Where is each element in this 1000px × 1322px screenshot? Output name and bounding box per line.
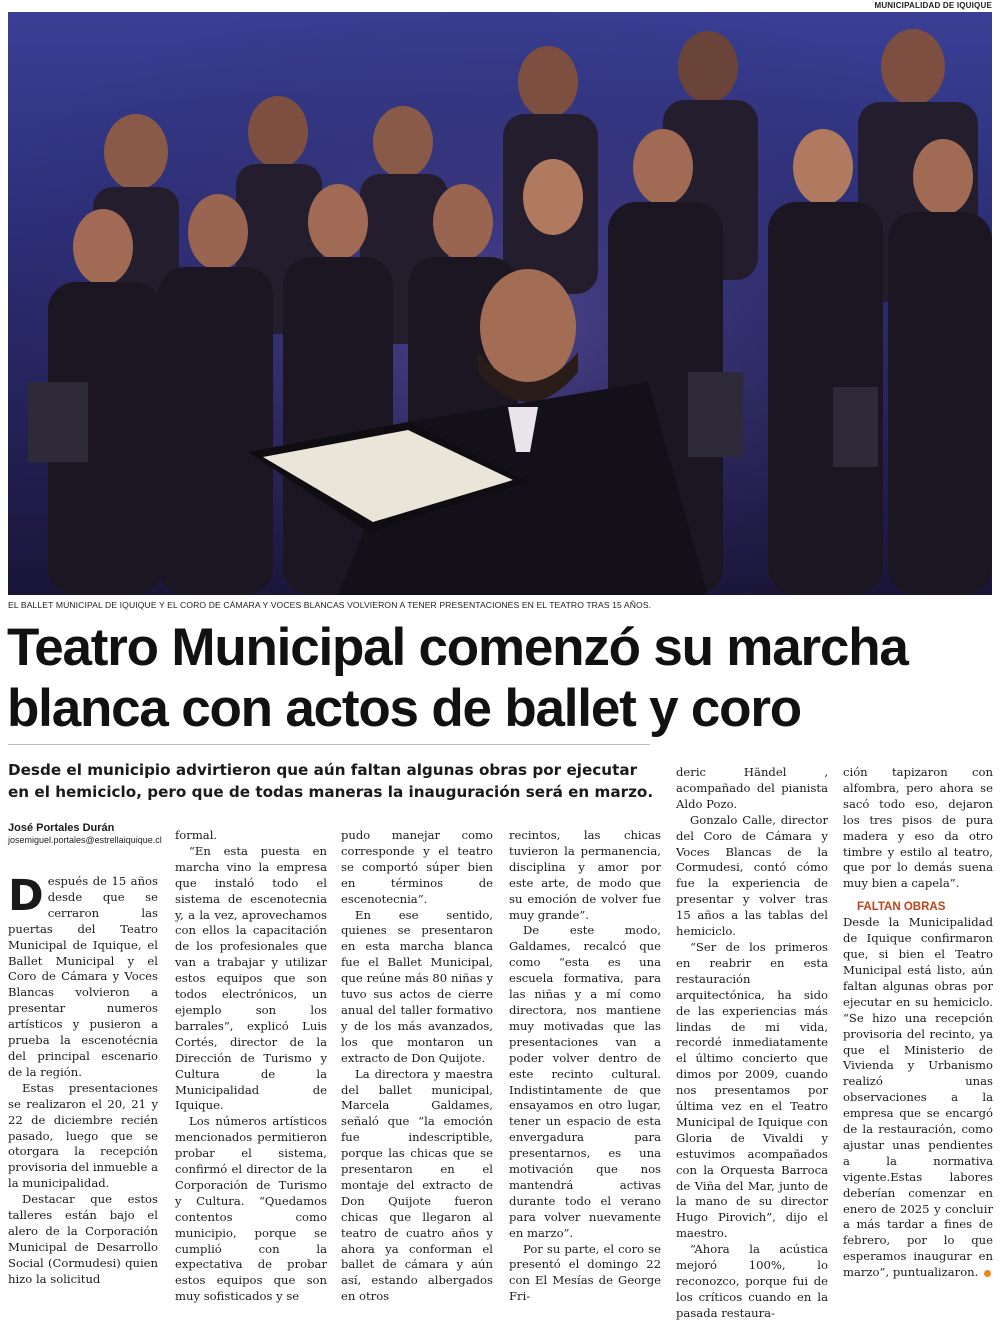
byline-email[interactable]: josemiguel.portales@estrellaiquique.cl <box>8 835 162 845</box>
paragraph: Gonzalo Calle, director del Coro de Cámara y Voces Blancas de la Cormudesi, contó cómo fue la experiencia de presentar y volver tras 15 años a las tablas del hemiciclo. <box>676 812 828 939</box>
paragraph: ción tapizaron con alfombra, pero ahora se sacó todo eso, dejaron los tres pisos de pura madera y eso da otro timbre y estilo al teatro, que por lo demás suena muy bien a capela”. <box>843 765 993 891</box>
paragraph <box>8 871 158 1081</box>
photo-caption: EL BALLET MUNICIPAL DE IQUIQUE Y EL CORO DE CÁMARA Y VOCES BLANCAS VOLVIERON A TENER PRESENTACIONES EN EL TEATRO TRAS 15 AÑOS. <box>8 600 652 610</box>
column-6 <box>843 765 993 1281</box>
column-2 <box>175 828 327 1305</box>
paragraph: recintos, las chicas tuvieron la permanencia, disciplina y amor por este arte, de modo que su emoción de volver fue muy grande”. <box>509 828 661 922</box>
paragraph: “Ser de los primeros en reabrir en esta restauración arquitectónica, ha sido de las experiencias más lindas de mi vida, recordé inmediatamente el último concierto que dimos por 2009, cuando nos presentamos por última vez en el Teatro Municipal de Iquique con Gloria de Vivaldi y estuvimos acompañados con la Orquesta Barroca de Viña del Mar, junto de la mano de su director Hugo Pirovich”, dijo el maestro. <box>676 939 828 1241</box>
paragraph: Por su parte, el coro se presentó el domingo 22 con El Mesías de George Fri- <box>509 1241 661 1304</box>
subhead: FALTAN OBRAS <box>857 901 946 914</box>
paragraph: formal. <box>175 828 218 842</box>
section-label: MUNICIPALIDAD DE IQUIQUE <box>874 1 992 10</box>
paragraph: “Ahora la acústica mejoró 100%, lo reconozco, porque fui de los críticos cuando en la pasada restaura- <box>676 1242 828 1320</box>
paragraph: En ese sentido, quienes se presentaron en esta marcha blanca fue el Ballet Municipal, que reúne más 80 niñas y tuvo sus actos de cierre anual del taller formativo y de los más avanzados, los que montaron un extracto de Don Quijote. <box>341 907 493 1065</box>
paragraph-text: Desde la Municipalidad de Iquique confirmaron que, si bien el Teatro Municipal está listo, aún faltan algunas obras por ejecutar en su hemiciclo. “Se hizo una recepción provisoria del recinto, ya que el Ministerio de Vivienda y Urbanismo realizó unas observaciones a la empresa que se encargó de la restauración, como ajustar unas pendientes a la normativa vigente.Estas labores deberían comenzar en enero de 2025 y concluir a más tardar a fines de febrero, por lo que esperamos inaugurar en marzo”, puntualizaron. <box>843 915 993 1280</box>
drop-cap: D <box>8 871 44 921</box>
headline: Teatro Municipal comenzó su marcha blanca con actos de ballet y coro <box>7 618 908 738</box>
paragraph: “En esta puesta en marcha vino la empresa que instaló todo el sistema de escenotecnia y, a la vez, aprovechamos con ellos la capacitación de los profesionales que van a trabajar y utilizar estos equipos que son todos electrónicos, un ejemplo son los barrales”, explicó Luis Cortés, director de la Dirección de Turismo y Cultura de la Municipalidad de Iquique. <box>175 843 327 1113</box>
paragraph <box>843 915 993 1281</box>
column-3 <box>341 828 493 1305</box>
hero-photo <box>8 12 992 595</box>
column-4 <box>509 828 661 1305</box>
column-1 <box>8 871 158 1288</box>
paragraph-text: espués de 15 años desde que se cerraron las puertas del Teatro Municipal de Iquique, el Ballet Municipal y el Coro de Cámara y Voces Blancas volvieron a presentar numeros artísticos y pusieron a prueba la escenotécnia del principal escenario de la región. <box>8 874 158 1079</box>
byline <box>8 822 168 845</box>
choir-photo-illustration <box>8 12 992 595</box>
deck: Desde el municipio advirtieron que aún faltan algunas obras por ejecutar en el hemiciclo, pero que de todas maneras la inauguración será en marzo. <box>8 761 654 801</box>
column-5 <box>676 765 828 1322</box>
byline-name: José Portales Durán <box>8 822 115 834</box>
end-of-article-icon <box>984 1270 991 1277</box>
paragraph: deric Händel , acompañado del pianista Aldo Pozo. <box>676 765 828 811</box>
paragraph: Estas presentaciones se realizaron el 20, 21 y 22 de diciembre recién pasado, luego que se otorgara la recepción provisoria del inmueble a la municipalidad. <box>8 1080 158 1191</box>
paragraph: La directora y maestra del ballet municipal, Marcela Galdames, señaló que “la emoción fue indescriptible, porque las chicas que se presentaron en el montaje del extracto de Don Quijote fueron chicas que llegaron al teatro de cuatro años y ahora ya conforman el ballet de cámara y aún así, estando albergados en otros <box>341 1066 493 1304</box>
headline-divider <box>8 744 650 745</box>
paragraph: Los números artísticos mencionados permitieron probar el sistema, confirmó el director de la Corporación de Turismo y Cultura. “Quedamos contentos como municipio, porque se cumplió con la expectativa de probar estos equipos que son muy sofisticados y se <box>175 1114 327 1304</box>
paragraph: De este modo, Galdames, recalcó que como “esta es una escuela formativa, para las niñas y a mí como directora, nos mantiene muy motivadas que las presentaciones van a poder volver dentro de este recinto cultural. Indistintamente de que ensayamos en otro lugar, tener un espacio de esta envergadura para presentarnos, es una motivación que nos mantendrá activas durante todo el verano para volver nuevamente en marzo”. <box>509 923 661 1240</box>
paragraph: Destacar que estos talleres están bajo el alero de la Corporación Municipal de Desarrollo Social (Cormudesi) quien hizo la solicitud <box>8 1192 158 1286</box>
paragraph: pudo manejar como corresponde y el teatro se comportó súper bien en términos de escenotecnia”. <box>341 828 493 906</box>
